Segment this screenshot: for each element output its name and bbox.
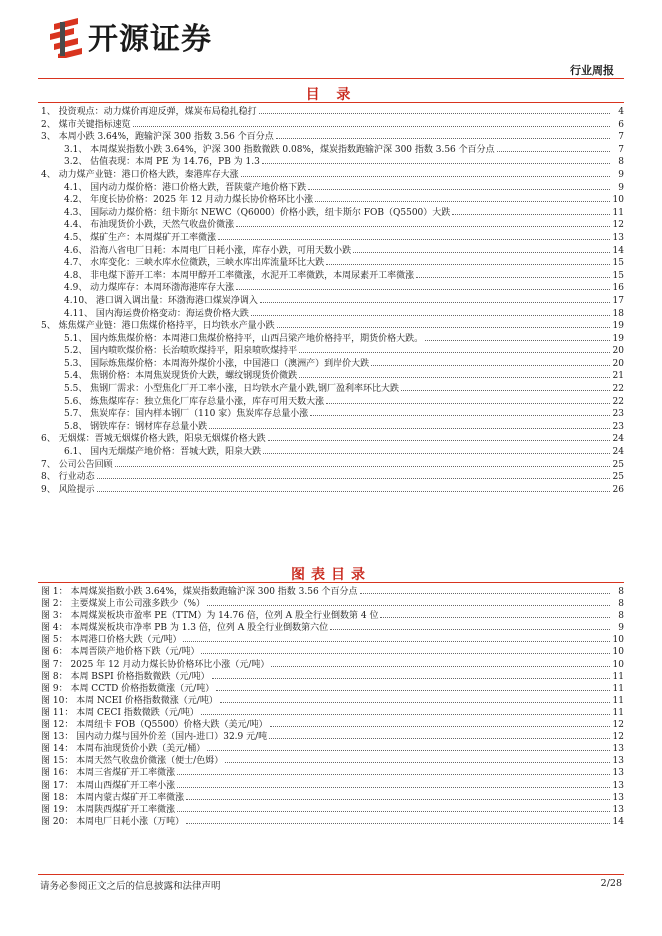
dot-leader — [416, 269, 610, 278]
figure-entry[interactable] — [38, 609, 624, 621]
toc-title: 目 录 — [305, 87, 357, 103]
toc-entry-label: 4.9、 动力煤库存：本周环渤海港库存大涨 — [64, 283, 235, 294]
toc-entry[interactable] — [38, 181, 624, 194]
toc-entry-label: 4.4、 布油现货价小跌，天然气收盘价微涨 — [64, 220, 235, 231]
toc-entry-label: 4.5、 煤矿生产：本周煤矿开工率微涨 — [64, 232, 217, 243]
dot-leader — [425, 332, 610, 341]
toc-entry[interactable] — [38, 344, 624, 357]
toc-entry-label: 2、 煤市关键指标速览 — [41, 119, 131, 130]
dot-leader — [186, 815, 610, 824]
toc-entry[interactable] — [38, 218, 624, 231]
dot-leader — [259, 105, 610, 114]
dot-leader — [183, 633, 610, 642]
toc-entry-label: 5.1、 国内炼焦煤价格：本周港口焦煤价格持平，山西吕梁产地价格持平，期货价格大跌。 — [64, 333, 424, 344]
dot-leader — [220, 694, 610, 703]
dot-leader — [497, 143, 610, 152]
toc-entry-page: 24 — [612, 434, 624, 445]
company-name: 开源证券 — [88, 22, 212, 57]
figure-entry[interactable] — [38, 779, 624, 791]
figure-entry[interactable] — [38, 621, 624, 633]
toc-entry-page: 15 — [612, 258, 624, 269]
figure-entry[interactable] — [38, 658, 624, 670]
toc-entry[interactable] — [38, 420, 624, 433]
toc-entry-page: 20 — [612, 346, 624, 357]
dot-leader — [236, 218, 610, 227]
toc-entry-label: 5.5、 焦钢厂需求：小型焦化厂开工率小涨，日均铁水产量小跌,钢厂盈利率环比大跌 — [64, 384, 400, 395]
toc-entry[interactable] — [38, 357, 624, 370]
figure-entry-label: 图 3： 本周煤炭板块市盈率 PE（TTM）为 14.76 倍，位列 A 股全行业倒数第 4 位 — [41, 611, 379, 622]
figure-entry-label: 图 8： 本周 BSPI 价格指数微跌（元/吨） — [41, 671, 210, 682]
figure-entry-page: 10 — [612, 647, 624, 658]
figure-entry-label: 图 14： 本周布油现货价小跌（美元/桶） — [41, 744, 206, 755]
toc-entry-page: 26 — [612, 484, 624, 495]
toc-entry[interactable] — [38, 382, 624, 395]
figure-entry-label: 图 11： 本周 CECI 指数微跌（元/吨） — [41, 707, 199, 718]
page-header — [0, 0, 662, 80]
dot-leader — [330, 621, 610, 630]
toc-entry-page: 13 — [612, 232, 624, 243]
toc-entry[interactable] — [38, 432, 624, 445]
toc-entry-label: 6、 无烟煤：晋城无烟煤价格大跌，阳泉无烟煤价格大跌 — [41, 434, 266, 445]
toc-entry-label: 5.6、 炼焦煤库存：独立焦化厂库存总量小涨，库存可用天数大涨 — [64, 396, 325, 407]
toc-entry[interactable] — [38, 168, 624, 181]
figure-entry-page: 10 — [612, 635, 624, 646]
toc-entry-label: 8、 行业动态 — [41, 472, 95, 483]
dot-leader — [277, 319, 610, 328]
figure-entry-page: 8 — [618, 587, 624, 597]
figure-entry-label: 图 13： 国内动力煤与国外价差（国内-进口）32.9 元/吨 — [41, 732, 268, 743]
toc-entry-label: 7、 公司公告回顾 — [41, 459, 113, 470]
toc-entry-label: 4.1、 国内动力煤价格：港口价格大跌，晋陕蒙产地价格下跌 — [64, 182, 307, 193]
figure-entry-page: 11 — [612, 707, 624, 718]
toc-entry[interactable] — [38, 256, 624, 269]
figure-entry[interactable] — [38, 766, 624, 778]
dot-leader — [97, 470, 610, 479]
figure-entry[interactable] — [38, 742, 624, 754]
figure-entry-page: 13 — [612, 768, 624, 779]
dot-leader — [269, 730, 610, 739]
dot-leader — [262, 155, 610, 164]
toc-entry-page: 19 — [612, 333, 624, 344]
figure-entry[interactable] — [38, 645, 624, 657]
toc-entry-page: 11 — [612, 207, 624, 218]
toc-entry[interactable] — [38, 143, 624, 156]
dot-leader — [212, 670, 610, 679]
figure-entry[interactable] — [38, 694, 624, 706]
dot-leader — [371, 357, 610, 366]
figure-entry-label: 图 5： 本周港口价格大跌（元/吨） — [41, 635, 182, 646]
toc-entry-label: 4.10、 港口调入调出量：环渤海港口煤炭净调入 — [64, 295, 258, 306]
figure-entry[interactable] — [38, 815, 624, 827]
toc-entry-page: 9 — [618, 182, 624, 193]
dot-leader — [260, 294, 610, 303]
dot-leader — [270, 718, 610, 727]
dot-leader — [299, 344, 610, 353]
toc-entry-page: 15 — [612, 270, 624, 281]
toc-entry-label: 4、 动力煤产业链：港口价格大跌，秦港库存大涨 — [41, 169, 239, 180]
toc-entry[interactable] — [38, 281, 624, 294]
dot-leader — [315, 193, 610, 202]
dot-leader — [207, 742, 610, 751]
figure-entry-label: 图 16： 本周三省煤矿开工率微涨 — [41, 768, 176, 779]
toc-entry[interactable] — [38, 470, 624, 483]
dot-leader — [268, 432, 610, 441]
toc-entry-label: 5.4、 焦钢价格：本周焦炭现货价大跌，螺纹钢现货价微跌 — [64, 371, 298, 382]
figures-title: 图表目录 — [291, 567, 371, 583]
toc-entry-page: 9 — [618, 169, 624, 180]
toc-entry-label: 4.8、 非电煤下游开工率：本周甲醇开工率微涨，水泥开工率微跌，本周尿素开工率微涨 — [64, 270, 415, 281]
figure-entry[interactable] — [38, 803, 624, 815]
figure-entry[interactable] — [38, 670, 624, 682]
toc-entry-label: 5.2、 国内喷吹煤价格：长治喷吹煤持平，阳泉喷吹煤持平 — [64, 346, 298, 357]
dot-leader — [201, 645, 610, 654]
figure-entry-label: 图 1： 本周煤炭指数小跌 3.64%，煤炭指数跑输沪深 300 指数 3.56 个百分点 — [41, 587, 358, 597]
toc-entry-label: 4.6、 沿海八省电厂日耗：本周电厂日耗小涨，库存小跌，可用天数小跌 — [64, 245, 352, 256]
toc-entry[interactable] — [38, 206, 624, 219]
toc-entry[interactable] — [38, 445, 624, 458]
dot-leader — [276, 130, 610, 139]
toc-entry-page: 21 — [612, 371, 624, 382]
dot-leader — [401, 382, 610, 391]
toc-entry-label: 5.7、 焦炭库存：国内样本钢厂（110 家）焦炭库存总量小涨 — [64, 409, 309, 420]
dot-leader — [310, 407, 610, 416]
toc-entry-page: 20 — [612, 358, 624, 369]
figure-entry-page: 9 — [618, 623, 624, 634]
toc-entry-page: 19 — [612, 321, 624, 332]
dot-leader — [241, 168, 610, 177]
figure-entry-label: 图 15： 本周天然气收盘价微涨（便士/色姆） — [41, 756, 224, 767]
toc-entry[interactable] — [38, 231, 624, 244]
toc-entry-page: 25 — [612, 472, 624, 483]
toc-entry-page: 6 — [618, 119, 624, 130]
figure-list — [38, 585, 624, 827]
figure-entry[interactable] — [38, 791, 624, 803]
table-of-contents — [38, 105, 624, 495]
toc-entry-page: 22 — [612, 396, 624, 407]
figure-entry-page: 12 — [612, 732, 624, 743]
figure-entry-label: 图 6： 本周晋陕产地价格下跌（元/吨） — [41, 647, 200, 658]
dot-leader — [216, 682, 610, 691]
toc-entry[interactable] — [38, 407, 624, 420]
dot-leader — [353, 244, 610, 253]
figure-entry-label: 图 9： 本周 CCTD 价格指数微涨（元/吨） — [41, 683, 215, 694]
toc-entry-label: 3.2、 估值表现：本周 PE 为 14.76，PB 为 1.3 — [64, 157, 260, 168]
toc-entry[interactable] — [38, 294, 624, 307]
toc-entry[interactable] — [38, 307, 624, 320]
toc-entry-label: 4.3、 国际动力煤价格：纽卡斯尔 NEWC（Q6000）价格小跌，纽卡斯尔 FOB（Q5500）大跌 — [64, 207, 451, 218]
toc-entry[interactable] — [38, 130, 624, 143]
figures-title-divider — [38, 582, 624, 583]
toc-entry-label: 1、 投资观点：动力煤价再迎反弹，煤炭布局稳扎稳打 — [41, 107, 257, 117]
toc-entry[interactable] — [38, 155, 624, 168]
figure-entry-page: 8 — [618, 611, 624, 622]
toc-entry[interactable] — [38, 458, 624, 471]
figure-entry[interactable] — [38, 633, 624, 645]
toc-entry-page: 10 — [612, 195, 624, 206]
footer-divider — [38, 874, 624, 875]
toc-entry-label: 4.11、 国内海运费价格变动：海运费价格大跌 — [64, 308, 249, 319]
toc-entry[interactable] — [38, 395, 624, 408]
kaiyuan-logo-icon — [48, 18, 84, 58]
dot-leader — [299, 369, 610, 378]
toc-entry[interactable] — [38, 319, 624, 332]
figure-entry-label: 图 20： 本周电厂日耗小涨（万吨） — [41, 816, 185, 827]
dot-leader — [271, 658, 610, 667]
toc-entry-label: 5.3、 国际炼焦煤价格：本周海外煤价小涨，中国港口（澳洲产）到岸价大跌 — [64, 358, 370, 369]
toc-entry[interactable] — [38, 332, 624, 345]
toc-entry-page: 16 — [612, 283, 624, 294]
figure-entry-page: 8 — [618, 599, 624, 610]
toc-entry[interactable] — [38, 244, 624, 257]
dot-leader — [218, 231, 610, 240]
dot-leader — [209, 420, 610, 429]
figure-entry-label: 图 2： 主要煤炭上市公司涨多跌少（%） — [41, 599, 206, 610]
toc-entry-page: 22 — [612, 384, 624, 395]
figure-entry-page: 14 — [612, 816, 624, 827]
toc-entry[interactable] — [38, 269, 624, 282]
dot-leader — [452, 206, 610, 215]
toc-entry-label: 4.2、 年度长协价格：2025 年 12 月动力煤长协价格环比小涨 — [64, 195, 314, 206]
dot-leader — [177, 779, 610, 788]
figure-entry-page: 13 — [612, 804, 624, 815]
report-type-label: 行业周报 — [570, 64, 614, 77]
toc-entry-page: 18 — [612, 308, 624, 319]
figure-entry[interactable] — [38, 730, 624, 742]
toc-entry-page: 14 — [612, 245, 624, 256]
figure-entry-page: 13 — [612, 780, 624, 791]
dot-leader — [207, 597, 610, 606]
dot-leader — [360, 585, 610, 594]
dot-leader — [308, 181, 610, 190]
toc-entry-label: 9、 风险提示 — [41, 484, 95, 495]
figure-entry-page: 12 — [612, 720, 624, 731]
toc-entry-label: 4.7、 水库变化：三峡水库水位微跌，三峡水库出库流量环比大跌 — [64, 258, 325, 269]
toc-entry[interactable] — [38, 118, 624, 131]
figure-entry[interactable] — [38, 682, 624, 694]
footer-page-number: 2/28 — [600, 878, 622, 889]
dot-leader — [177, 803, 610, 812]
figure-entry-page: 11 — [612, 683, 624, 694]
figure-entry-page: 10 — [612, 659, 624, 670]
toc-entry-label: 3、 本周小跌 3.64%，跑输沪深 300 指数 3.56 个百分点 — [41, 132, 274, 143]
toc-entry-page: 17 — [612, 295, 624, 306]
toc-entry-label: 5.8、 钢铁库存：钢材库存总量小跌 — [64, 421, 208, 432]
dot-leader — [225, 754, 610, 763]
toc-entry-page: 4 — [618, 107, 624, 117]
dot-leader — [177, 766, 610, 775]
figure-entry[interactable] — [38, 754, 624, 766]
toc-entry-label: 5、 炼焦煤产业链：港口焦煤价格持平，日均铁水产量小跌 — [41, 321, 275, 332]
dot-leader — [251, 307, 610, 316]
dot-leader — [97, 483, 610, 492]
figure-entry-label: 图 7： 2025 年 12 月动力煤长协价格环比小涨（元/吨） — [41, 659, 270, 670]
toc-entry-page: 23 — [612, 421, 624, 432]
dot-leader — [236, 281, 610, 290]
toc-entry-page: 25 — [612, 459, 624, 470]
toc-entry-page: 7 — [618, 144, 624, 155]
toc-entry[interactable] — [38, 193, 624, 206]
dot-leader — [133, 118, 610, 127]
toc-entry[interactable] — [38, 105, 624, 118]
toc-entry-page: 24 — [612, 447, 624, 458]
toc-entry[interactable] — [38, 483, 624, 496]
dot-leader — [201, 706, 610, 715]
dot-leader — [326, 395, 610, 404]
figure-entry-label: 图 18： 本周内蒙古煤矿开工率微涨 — [41, 792, 185, 803]
dot-leader — [263, 445, 610, 454]
dot-leader — [380, 609, 610, 618]
dot-leader — [326, 256, 610, 265]
toc-entry-page: 8 — [618, 157, 624, 168]
figure-entry-page: 11 — [612, 695, 624, 706]
figure-entry-page: 13 — [612, 744, 624, 755]
figure-entry-label: 图 17： 本周山西煤矿开工率小涨 — [41, 780, 176, 791]
header-divider — [38, 78, 624, 79]
toc-entry-page: 23 — [612, 409, 624, 420]
figure-entry-label: 图 10： 本周 NCEI 价格指数微涨（元/吨） — [41, 695, 218, 706]
figure-entry[interactable] — [38, 585, 624, 597]
toc-entry-label: 6.1、 国内无烟煤产地价格：晋城大跌，阳泉大跌 — [64, 447, 262, 458]
figure-entry-label: 图 12： 本周纽卡 FOB（Q5500）价格大跌（美元/吨） — [41, 720, 268, 731]
figure-entry-label: 图 4： 本周煤炭板块市净率 PB 为 1.3 倍，位列 A 股全行业倒数第六位 — [41, 623, 329, 634]
toc-entry[interactable] — [38, 369, 624, 382]
figure-entry-page: 13 — [612, 756, 624, 767]
figure-entry-label: 图 19： 本周陕西煤矿开工率微涨 — [41, 804, 176, 815]
figure-entry[interactable] — [38, 597, 624, 609]
figure-entry-page: 11 — [612, 671, 624, 682]
toc-title-divider — [38, 102, 624, 103]
figure-entry-page: 13 — [612, 792, 624, 803]
toc-entry-page: 12 — [612, 220, 624, 231]
figure-entry[interactable] — [38, 718, 624, 730]
footer-disclaimer: 请务必参阅正文之后的信息披露和法律声明 — [40, 881, 221, 892]
toc-entry-page: 7 — [618, 132, 624, 143]
figure-entry[interactable] — [38, 706, 624, 718]
dot-leader — [186, 791, 610, 800]
dot-leader — [115, 458, 610, 467]
toc-entry-label: 3.1、 本周煤炭指数小跌 3.64%，沪深 300 指数微跌 0.08%，煤炭指数跑输沪深 300 指数 3.56 个百分点 — [64, 144, 495, 155]
